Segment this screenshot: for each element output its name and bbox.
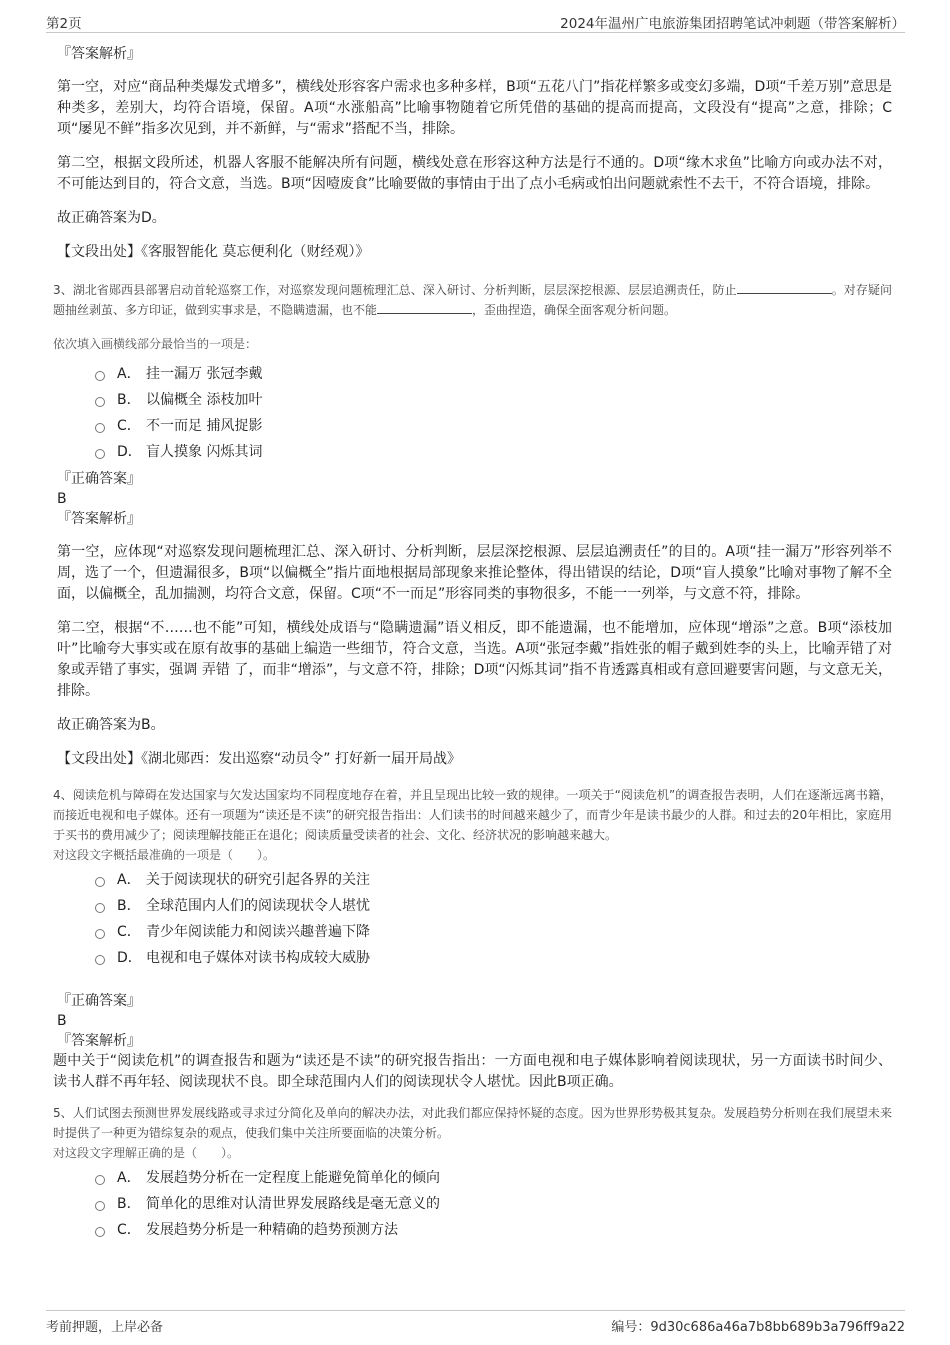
source-citation: 【文段出处】《客服智能化 莫忘便利化（财经观）》: [57, 244, 370, 260]
page-footer: [46, 1310, 905, 1335]
analysis-paragraph: 第二空，根据文段所述，机器人客服不能解决所有问题，横线处意在形容这种方法是行不通的。D项“缘木求鱼”比喻方向或办法不对，不可能达到目的，符合文意，当选。B项“因噎废食”比喻要做的事情由于出了点小毛病或怕出问题就索性不去干，不符合语境，排除。: [57, 155, 892, 192]
radio-icon[interactable]: [95, 955, 105, 965]
conclusion: 故正确答案为D。: [57, 210, 166, 226]
conclusion: 故正确答案为B。: [57, 717, 165, 733]
option-a[interactable]: A． 发展趋势分析在一定程度上能避免简单化的倾向: [95, 1165, 892, 1191]
question-prompt: 依次填入画横线部分最恰当的一项是：: [53, 337, 258, 351]
source-citation: 【文段出处】《湖北郧西：发出巡察“动员令” 打好新一届开局战》: [57, 751, 461, 767]
option-b[interactable]: B． 简单化的思维对认清世界发展路线是毫无意义的: [95, 1191, 892, 1217]
option-b[interactable]: B． 全球范围内人们的阅读现状令人堪忧: [95, 893, 892, 919]
analysis-paragraph: 第一空，对应“商品种类爆发式增多”，横线处形容客户需求也多种多样，B项“五花八门”指花样繁多或变幻多端，D项“千差万别”意思是种类多，差别大，均符合语境，保留。A项“水涨船高”比喻事物随着它所凭借的基础的提高而提高，文段没有“提高”之意，排除；C项“屡见不鲜”指多次见到，并不新鲜，与“需求”搭配不当，排除。: [57, 79, 892, 137]
option-c[interactable]: C． 不一而足 捕风捉影: [95, 413, 892, 439]
option-list: [95, 1165, 892, 1243]
radio-icon[interactable]: [95, 1201, 105, 1211]
radio-icon[interactable]: [95, 423, 105, 433]
option-a[interactable]: A． 挂一漏万 张冠李戴: [95, 361, 892, 387]
option-d[interactable]: D． 盲人摸象 闪烁其词: [95, 439, 892, 465]
radio-icon[interactable]: [95, 449, 105, 459]
radio-icon[interactable]: [95, 1175, 105, 1185]
question-stem: 5、人们试图去预测世界发展线路或寻求过分简化及单向的解决办法，对此我们都应保持怀疑的态度。因为世界形势极其复杂。发展趋势分析则在我们展望未来时提供了一种更为错综复杂的观点，使我们集中关注所要面临的决策分析。: [53, 1106, 892, 1140]
option-a[interactable]: A． 关于阅读现状的研究引起各界的关注: [95, 867, 892, 893]
option-list: [95, 361, 892, 465]
question-prompt: 对这段文字概括最准确的一项是（ ）。: [53, 848, 276, 862]
analysis-label: 『答案解析』: [57, 511, 141, 527]
question-3: [53, 280, 892, 769]
radio-icon[interactable]: [95, 371, 105, 381]
radio-icon[interactable]: [95, 903, 105, 913]
radio-icon[interactable]: [95, 929, 105, 939]
radio-icon[interactable]: [95, 877, 105, 887]
footer-slogan: 考前押题，上岸必备: [46, 1320, 164, 1335]
document-body: [53, 44, 892, 1243]
option-list: [95, 867, 892, 971]
page-header: [46, 10, 905, 33]
radio-icon[interactable]: [95, 1227, 105, 1237]
question-prompt: 对这段文字理解正确的是（ ）。: [53, 1146, 240, 1160]
correct-answer: B: [57, 1013, 67, 1029]
option-b[interactable]: B． 以偏概全 添枝加叶: [95, 387, 892, 413]
analysis-paragraph: 题中关于“阅读危机”的调查报告和题为“读还是不读”的研究报告指出：一方面电视和电子媒体影响着阅读现状，另一方面读书时间少、读书人群不再年轻、阅读现状不良。即全球范围内人们的阅读现状令人堪忧。因此B项正确。: [53, 1053, 892, 1090]
option-d[interactable]: D． 电视和电子媒体对读书构成较大威胁: [95, 945, 892, 971]
document-title: 2024年温州广电旅游集团招聘笔试冲刺题（带答案解析）: [560, 16, 905, 32]
correct-answer-label: 『正确答案』: [57, 471, 141, 487]
option-c[interactable]: C． 青少年阅读能力和阅读兴趣普遍下降: [95, 919, 892, 945]
document-id: 编号：9d30c686a46a7b8bb689b3a796ff9a22: [611, 1320, 905, 1335]
page-number: 第2页: [46, 16, 82, 32]
analysis-label: 『答案解析』: [57, 1033, 141, 1049]
correct-answer: B: [57, 491, 67, 507]
analysis-paragraph: 第一空，应体现“对巡察发现问题梳理汇总、深入研讨、分析判断，层层深挖根源、层层追溯责任”的目的。A项“挂一漏万”形容列举不周，选了一个，但遗漏很多，B项“以偏概全”指片面地根据局部现象来推论整体，得出错误的结论，D项“盲人摸象”比喻对事物了解不全面，以偏概全，乱加揣测，均符合文意，保留。C项“不一而足”形容同类的事物很多，不能一一列举，与文意不符，排除。: [57, 544, 892, 602]
q2-analysis: [57, 44, 892, 262]
fill-blank: [737, 281, 832, 294]
question-stem: 3、湖北省郧西县部署启动首轮巡察工作，对巡察发现问题梳理汇总、深入研讨、分析判断，层层深挖根源、层层追溯责任，防止 。对存疑问题抽丝剥茧、多方印证，做到实事求是，不隐瞒遗漏，也不能 ，歪曲捏造，确保全面客观分析问题。: [53, 283, 892, 317]
question-4: [53, 785, 892, 1093]
option-c[interactable]: C． 发展趋势分析是一种精确的趋势预测方法: [95, 1217, 892, 1243]
fill-blank: [377, 301, 472, 314]
question-5: [53, 1103, 892, 1243]
radio-icon[interactable]: [95, 397, 105, 407]
question-stem: 4、阅读危机与障碍在发达国家与欠发达国家均不同程度地存在着，并且呈现出比较一致的规律。一项关于“阅读危机”的调查报告表明，人们在逐渐远离书籍，而接近电视和电子媒体。还有一项题为“读还是不读”的研究报告指出：人们读书的时间越来越少了，而青少年是读书最少的人群。和过去的20年相比，家庭用于买书的费用减少了；阅读理解技能正在退化；阅读质量受读者的社会、文化、经济状况的影响越来越大。: [53, 788, 892, 842]
analysis-label: 『答案解析』: [57, 46, 141, 62]
correct-answer-label: 『正确答案』: [57, 993, 141, 1009]
analysis-paragraph: 第二空，根据“不……也不能”可知，横线处成语与“隐瞒遗漏”语义相反，即不能遗漏，也不能增加，应体现“增添”之意。B项“添枝加叶”比喻夸大事实或在原有故事的基础上编造一些细节，符合文意，当选。A项“张冠李戴”指姓张的帽子戴到姓李的头上，比喻弄错了对象或弄错了事实，强调 弄错 了，而非“增添”，与文意不符，排除；D项“闪烁其词”指不肯透露真相或有意回避要害问题，与文意无关，排除。: [57, 620, 892, 699]
